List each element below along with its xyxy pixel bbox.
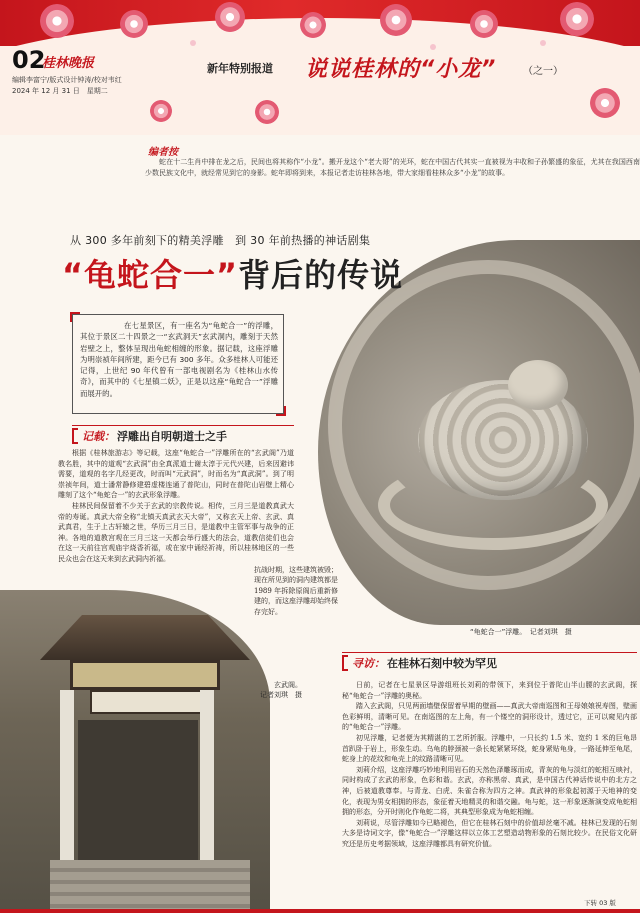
petal-icon [540,40,546,46]
continued-on-label: 下转 03 版 [584,899,616,907]
headline-dark-part: 背后的传说 [238,256,404,294]
series-part: （之一） [523,66,563,77]
section-tag: 记载 [82,429,104,443]
pavilion-beam [70,660,220,690]
section-tag: 寻访 [352,656,374,670]
section-title: 在桂林石刻中较为罕见 [387,656,497,670]
section-header-visit: 寻访 ： 在桂林石刻中较为罕见 [342,652,637,672]
article-subhead: 从 300 多年前刻下的精美浮雕 到 30 年前热播的神话剧集 [70,234,371,247]
plum-blossom-icon [120,10,148,38]
pavilion-interior [78,720,198,870]
paragraph: 刘莉说，尽管浮雕如今已略褪色，但它在桂林石刻中的价值却丝毫不减。桂林已发现的石刻大多是诗词文字，像“龟蛇合一”浮雕这样以立体工艺塑造动物形象的石刻比较少。在民俗文化研究还是历史考据领域，这座浮雕都具有研究价值。 [342,818,637,848]
plum-blossom-icon [300,12,326,38]
paragraph: 初见浮雕，记者便为其精湛的工艺所折服。浮雕中，一只长约 1.5 米、宽约 1 米的巨龟昂首趴卧于岩上，形象生动。乌龟的脖颈被一条长蛇紧紧环绕，蛇身紧贴龟身，一路延伸至龟尾，蛇身上的花纹和龟壳上的纹路清晰可见。 [342,733,637,764]
snake-body [378,460,608,550]
dateline: 2024 年 12 月 31 日 星期二 [12,87,108,95]
plum-blossom-icon [150,100,172,122]
paragraph: 刘莉介绍，这座浮雕巧妙地利用岩石的天然色泽雕琢而成，青灰的龟与淡红的蛇相互映衬，同时构成了玄武的形象，色彩和谐。玄武，亦称黑帝、真武，是中国古代神话传说中的北方之神，后被道教尊奉。与青龙、白虎、朱雀合称为四方之神。真武神的形象起初源于天地神的变化，表现为男女相拥的形态，象征着天地精灵的和谐交融。龟与蛇，这一形象逐渐演变成龟蛇相拥的形态，分开时则化作龟蛇二将，其典型形象成为龟蛇相缠。 [342,765,637,817]
report-tag: 新年特别报道 [207,62,273,75]
paragraph: 日前，记者在七星景区导游组班长刘莉的带领下，来到位于普陀山半山腰的玄武阁，探秘“龟蛇合一”浮雕的奥秘。 [342,681,637,700]
turtle-head [508,360,568,410]
newspaper-name: 桂林晚报 [42,56,95,71]
paragraph: 抗战时期，这些建筑被毁；现在所见到的洞内建筑都是 1989 年拆除原阁后重新修建的，而这座浮雕却始终保存完好。 [254,565,338,616]
editors-note-label: 编者按 [148,147,178,158]
plum-blossom-icon [590,88,620,118]
plum-blossom-icon [560,2,594,36]
pavilion-photo-caption: 玄武阁。 记者刘琪 摄 [260,681,302,699]
headline-red-part: “龟蛇合一” [62,256,239,294]
masthead [0,0,640,135]
footer-bar [0,909,640,913]
section-visit-body [342,680,637,850]
plum-blossom-icon [215,2,245,32]
pavilion-steps [50,860,250,913]
xuanwu-pavilion-photo [0,590,270,913]
plum-blossom-icon [380,4,412,36]
plum-blossom-icon [470,10,498,38]
editors-note-text: 蛇在十二生肖中排在龙之后，民间也将其称作“小龙”。搬开龙这个“老大哥”的光环，蛇在中国古代其实一直被视为丰收和子孙繁盛的象征，尤其在我国西南少数民族文化中，就经常见到它的身影。蛇年即将到来，本报记者走访桂林各地，带大家细看桂林众多“小龙”的故事。 [145,158,640,177]
petal-icon [190,40,196,46]
paragraph: 踏入玄武阁，只见两面墙壁保留着早期的壁画——真武大帝南巡图和王母娘娘祝寿图，壁画色彩鲜明，清晰可见。在南巡图的左上角，有一个镂空的洞形设计，透过它，正可以窥见内部的“龟蛇合一”浮雕。 [342,702,637,732]
article-headline [62,250,403,296]
turtle-snake-relief-photo [318,240,640,625]
turtle-photo-caption: “龟蛇合一”浮雕。 记者刘琪 摄 [470,628,572,636]
page-number: 02 [12,46,46,74]
pavilion-roof [40,610,250,660]
plum-blossom-icon [40,4,74,38]
series-title: 说说桂林的“小龙” [305,57,497,82]
paragraph: 根据《桂林旅游志》等记载，这座“龟蛇合一”浮雕所在的“玄武阁”乃道教名胜，其中的道观“玄武洞”由全真派道士谢太淳于元代兴建，后来因避讳需要，道观的名字几经更改，时而叫“元武洞”，时而名为“真武洞”。到了明崇祯年间，道士潘常静修建碧虚楼连通了普陀山，同时在普陀山岩壁上精心雕刻了这个“龟蛇合一”的玄武形象浮雕。 [58,449,294,500]
plum-blossom-icon [255,100,279,124]
paragraph: 桂林民间保留着不少关于玄武的宗教传说。相传，三月三是道教真武大帝的寿诞。真武大帝全称“北镇天真武玄天大帝”，又称玄天上帝、玄武、真武真君，生于上古轩辕之世，华历三月三日，是道教中主管军事与战争的正神。各地的道教宫观在三月三这一天都会举行盛大的法会，道教信徒们也会在这一天前往宫观庙宇烧香祈福，或在家中诵经祈祷，所以桂林地区的一些民众也会在这天来到玄武洞内祈福。 [58,501,294,563]
editors-line: 编辑李富宁/版式设计钟涛/校对韦红 [12,76,122,84]
section-header-record: 记载 ： 浮雕出自明朝道士之手 [72,425,294,445]
section-title: 浮雕出自明朝道士之手 [117,429,227,443]
intro-text: 在七星景区，有一座名为“龟蛇合一”的浮雕，其位于景区二十四景之一“玄武洞天”玄武洞内，雕刻于天然岩壁之上，整体呈现出龟蛇相缠的形象。据记载，这座浮雕为明崇祯年间所建，距今已有 300 多年。众多桂林人可能还记得，上世纪 90 年代曾有一部电视剧名为《桂林山水传奇》，而其中的《七星镇二妖》，正是以这座“龟蛇合一”浮雕而展开的。 [80,321,278,398]
pavilion-plaque [90,690,210,714]
petal-icon [430,44,436,50]
